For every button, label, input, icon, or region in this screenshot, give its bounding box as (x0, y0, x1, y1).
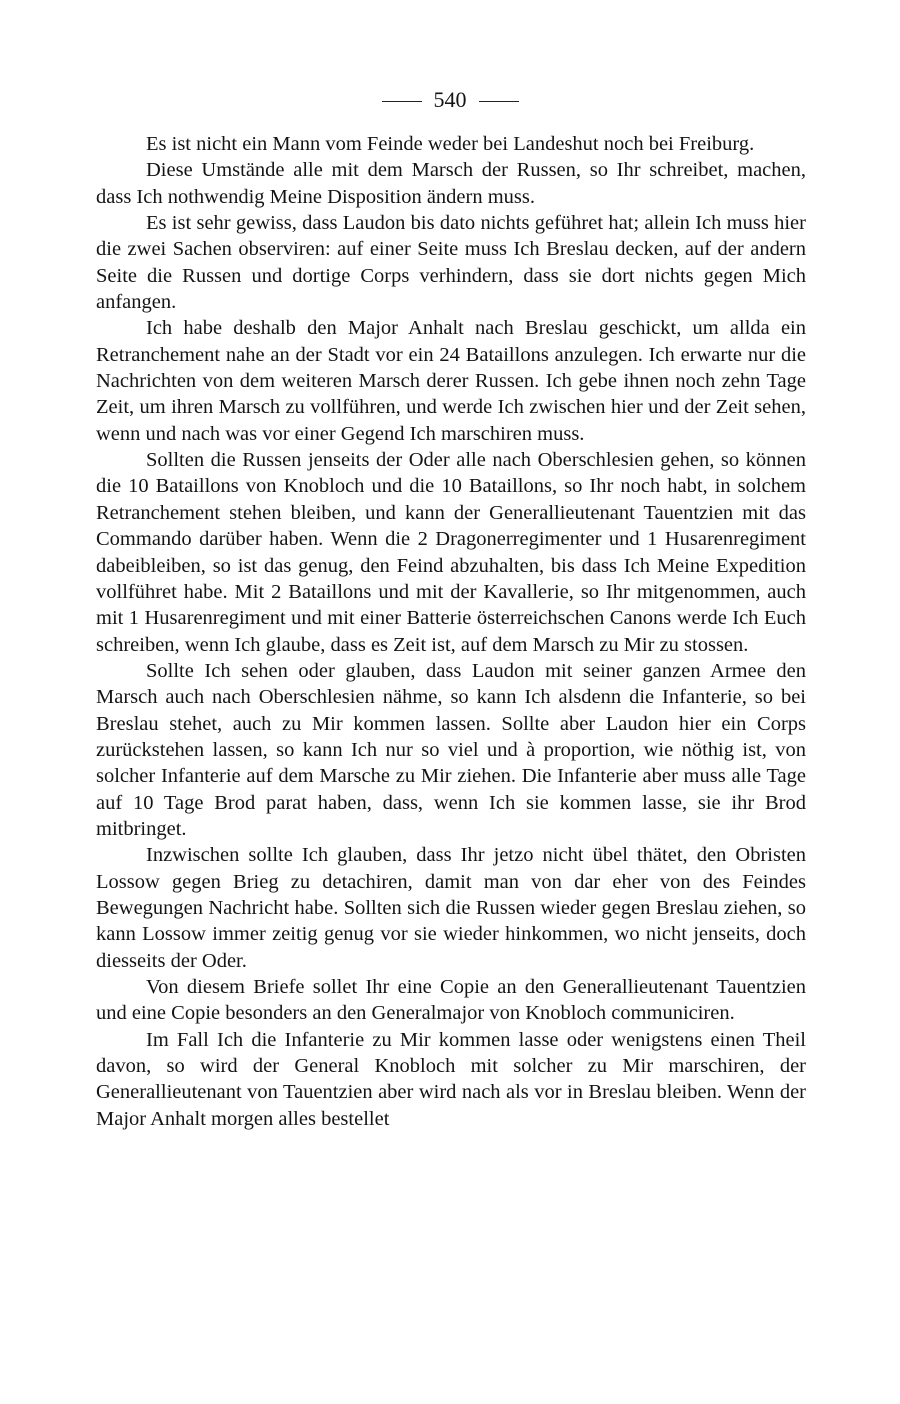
page-header (0, 86, 900, 114)
paragraph: Von diesem Briefe sollet Ihr eine Copie an den Generallieutenant Tauentzien und eine Copie besonders an den Generalmajor von Knobloch communiciren. (96, 976, 806, 1025)
paragraph: Im Fall Ich die Infanterie zu Mir kommen lasse oder wenigstens einen Theil davon, so wird der General Knobloch mit solcher zu Mir marschiren, der Generallieutenant von Tauentzien aber wird nach als vor in Breslau bleiben. Wenn der Major Anhalt morgen alles bestellet (96, 1028, 806, 1130)
paragraph: Sollten die Russen jenseits der Oder alle nach Oberschlesien gehen, so können die 10 Bataillons von Knobloch und die 10 Bataillons, so Ihr noch habt, in solchem Retranchement stehen bleiben, und kann der Generallieutenant Tauentzien mit das Commando darüber haben. Wenn die 2 Dragonerregimenter und 1 Husarenregiment dabeibleiben, so ist das genug, den Feind abzuhalten, bis dass Ich Meine Expedition vollführet habe. Mit 2 Bataillons und mit der Kavallerie, so Ihr mitgenommen, auch mit 1 Husarenregiment und mit einer Batterie österreichschen Canons werde Ich Euch schreiben, wenn Ich glaube, dass es Zeit ist, auf dem Marsch zu Mir zu stossen. (96, 449, 806, 656)
paragraph: Ich habe deshalb den Major Anhalt nach Breslau geschickt, um allda ein Retranchement nahe an der Stadt vor ein 24 Bataillons anzulegen. Ich erwarte nur die Nachrichten von dem weiteren Marsch derer Russen. Ich gebe ihnen noch zehn Tage Zeit, um ihren Marsch zu vollführen, und werde Ich zwischen hier und der Zeit sehen, wenn und nach was vor einer Gegend Ich marschiren muss. (96, 317, 806, 445)
page-number: 540 (433, 87, 467, 112)
paragraph: Es ist sehr gewiss, dass Laudon bis dato nichts geführet hat; allein Ich muss hier die zwei Sachen observiren: auf einer Seite muss Ich Breslau decken, auf der andern Seite die Russen und dortige Corps verhindern, dass sie dort nichts gegen Mich anfangen. (96, 212, 806, 314)
paragraph: Es ist nicht ein Mann vom Feinde weder bei Landeshut noch bei Freiburg. (146, 133, 755, 155)
header-dash-left (382, 101, 422, 102)
paragraph: Diese Umstände alle mit dem Marsch der Russen, so Ihr schreibet, machen, dass Ich nothwendig Meine Disposition ändern muss. (96, 159, 806, 208)
body-text (96, 131, 806, 1132)
paragraph: Sollte Ich sehen oder glauben, dass Laudon mit seiner ganzen Armee den Marsch auch nach Oberschlesien nähme, so kann Ich alsdenn die Infanterie, so bei Breslau stehet, auch zu Mir kommen lassen. Sollte aber Laudon hier ein Corps zurückstehen lassen, so kann Ich nur so viel und à proportion, wie nöthig ist, von solcher Infanterie auf dem Marsche zu Mir ziehen. Die Infanterie aber muss alle Tage auf 10 Tage Brod parat haben, dass, wenn Ich sie kommen lasse, sie ihr Brod mitbringet. (96, 659, 806, 840)
paragraph: Inzwischen sollte Ich glauben, dass Ihr jetzo nicht übel thätet, den Obristen Lossow gegen Brieg zu detachiren, damit man von dar eher von des Feindes Bewegungen Nachricht habe. Sollten sich die Russen wieder gegen Breslau ziehen, so kann Lossow immer zeitig genug vor sie wieder hinkommen, wo nicht jenseits, doch diesseits der Oder. (96, 844, 806, 972)
header-dash-right (479, 101, 519, 102)
